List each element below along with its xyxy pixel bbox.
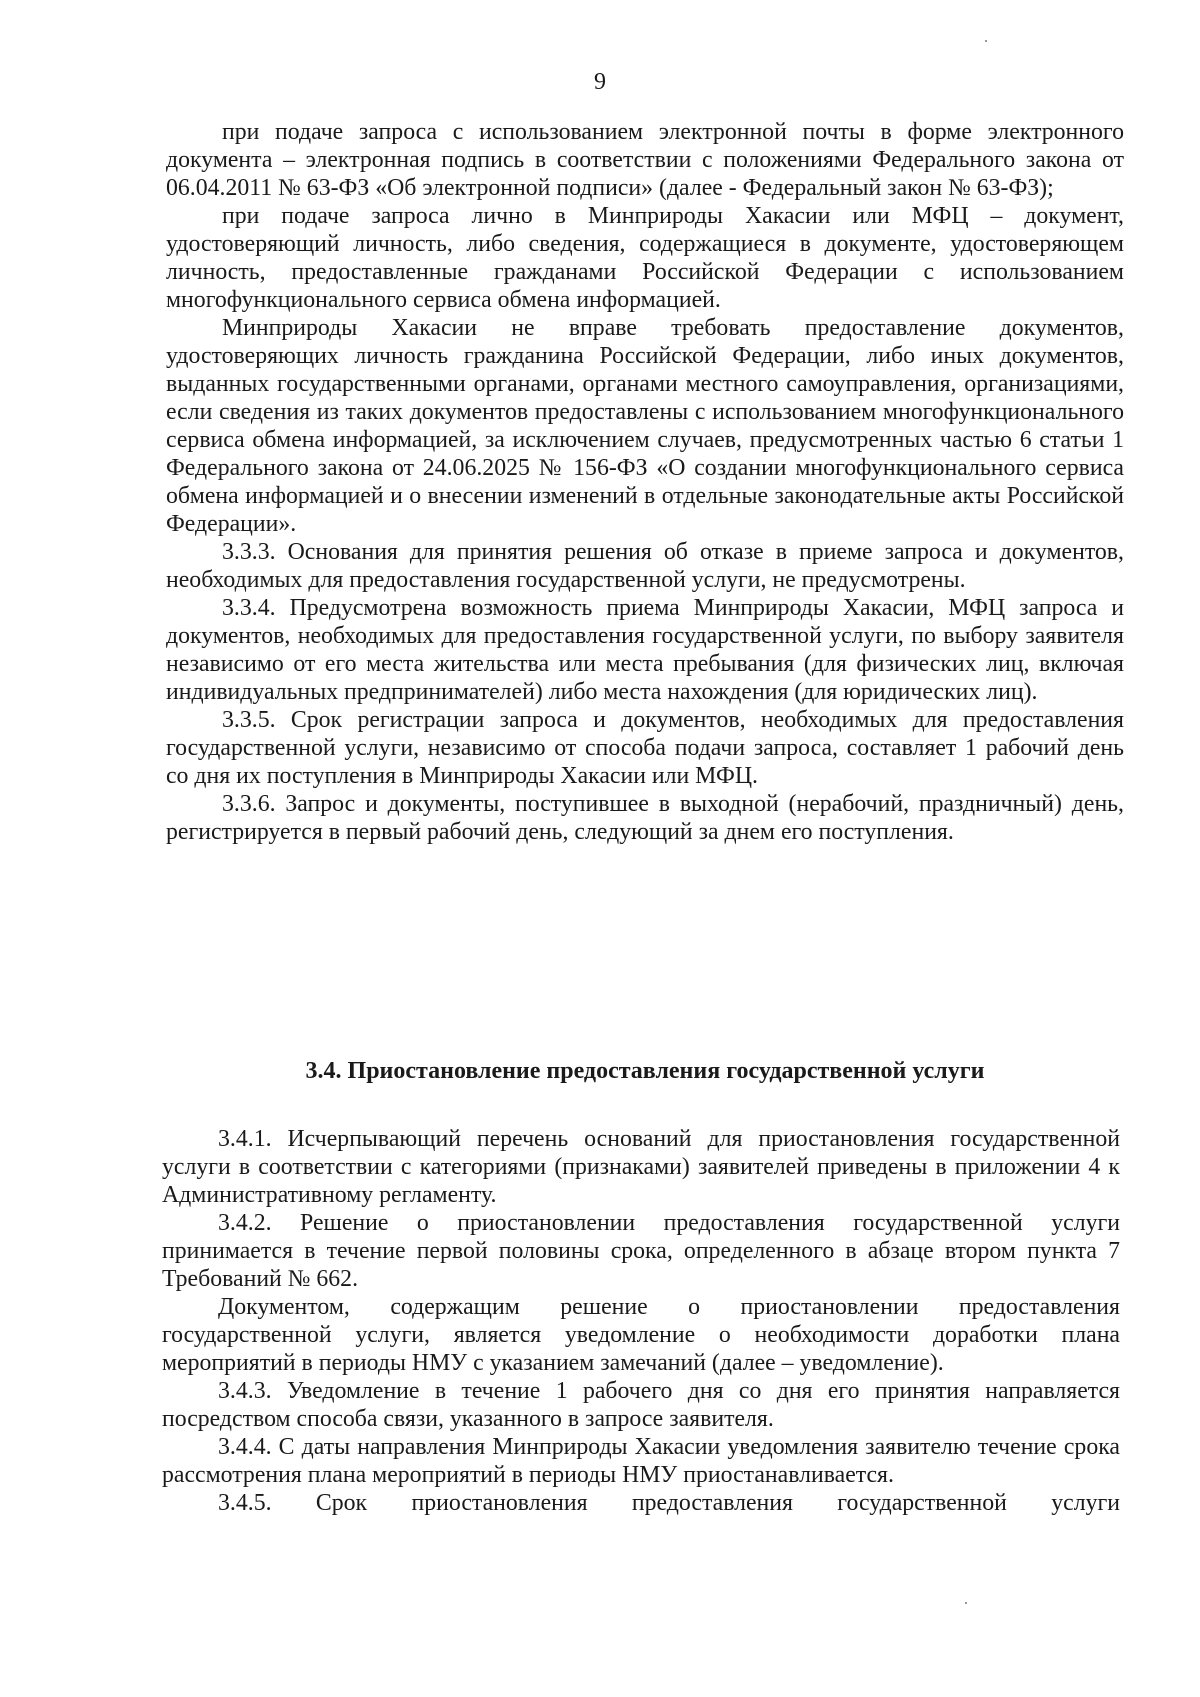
scan-speck bbox=[965, 1602, 967, 1604]
scan-speck bbox=[985, 40, 987, 42]
paragraph: Минприроды Хакасии не вправе требовать предоставление документов, удостоверяющих личность гражданина Российской Федерации, либо иных документов, выданных государственными органами, органами местного самоуправления, организациями, если сведения из таких документов предоставлены с использованием многофункционального сервиса обмена информацией, за исключением случаев, предусмотренных частью 6 статьи 1 Федерального закона от 24.06.2025 № 156-ФЗ «О создании многофункционального сервиса обмена информацией и о внесении изменений в отдельные законодательные акты Российской Федерации». bbox=[166, 315, 1124, 537]
section-heading: 3.4. Приостановление предоставления государственной услуги bbox=[305, 1058, 985, 1084]
page-number: 9 bbox=[594, 69, 606, 95]
paragraph: 3.4.5. Срок приостановления предоставления государственной услуги bbox=[218, 1490, 1120, 1516]
paragraph: 3.3.4. Предусмотрена возможность приема Минприроды Хакасии, МФЦ запроса и документов, необходимых для предоставления государственной услуги, по выбору заявителя независимо от его места жительства или места пребывания (для физических лиц, включая индивидуальных предпринимателей) либо места нахождения (для юридических лиц). bbox=[166, 595, 1124, 705]
paragraph: Документом, содержащим решение о приостановлении предоставления государственной услуги, является уведомление о необходимости доработки плана мероприятий в периоды НМУ с указанием замечаний (далее – уведомление). bbox=[162, 1294, 1120, 1376]
paragraph: 3.4.3. Уведомление в течение 1 рабочего дня со дня его принятия направляется посредством способа связи, указанного в запросе заявителя. bbox=[162, 1378, 1120, 1432]
paragraph: 3.4.2. Решение о приостановлении предоставления государственной услуги принимается в течение первой половины срока, определенного в абзаце втором пункта 7 Требований № 662. bbox=[162, 1210, 1120, 1292]
paragraph: 3.4.1. Исчерпывающий перечень оснований для приостановления государственной услуги в соответствии с категориями (признаками) заявителей приведены в приложении 4 к Административному регламенту. bbox=[162, 1126, 1120, 1208]
paragraph: 3.3.5. Срок регистрации запроса и документов, необходимых для предоставления государственной услуги, независимо от способа подачи запроса, составляет 1 рабочий день со дня их поступления в Минприроды Хакасии или МФЦ. bbox=[166, 707, 1124, 789]
paragraph: при подаче запроса лично в Минприроды Хакасии или МФЦ – документ, удостоверяющий личность, либо сведения, содержащиеся в документе, удостоверяющем личность, предоставленные гражданами Российской Федерации с использованием многофункционального сервиса обмена информацией. bbox=[166, 203, 1124, 313]
paragraph: 3.3.3. Основания для принятия решения об отказе в приеме запроса и документов, необходимых для предоставления государственной услуги, не предусмотрены. bbox=[166, 539, 1124, 593]
paragraph: при подаче запроса с использованием электронной почты в форме электронного документа – электронная подпись в соответствии с положениями Федерального закона от 06.04.2011 № 63-ФЗ «Об электронной подписи» (далее - Федеральный закон № 63-ФЗ); bbox=[166, 119, 1124, 201]
document-body-bottom bbox=[162, 1125, 1120, 1517]
document-body-top bbox=[166, 118, 1124, 846]
paragraph: 3.4.4. С даты направления Минприроды Хакасии уведомления заявителю течение срока рассмотрения плана мероприятий в периоды НМУ приостанавливается. bbox=[162, 1434, 1120, 1488]
paragraph: 3.3.6. Запрос и документы, поступившее в выходной (нерабочий, праздничный) день, регистрируется в первый рабочий день, следующий за днем его поступления. bbox=[166, 791, 1124, 845]
